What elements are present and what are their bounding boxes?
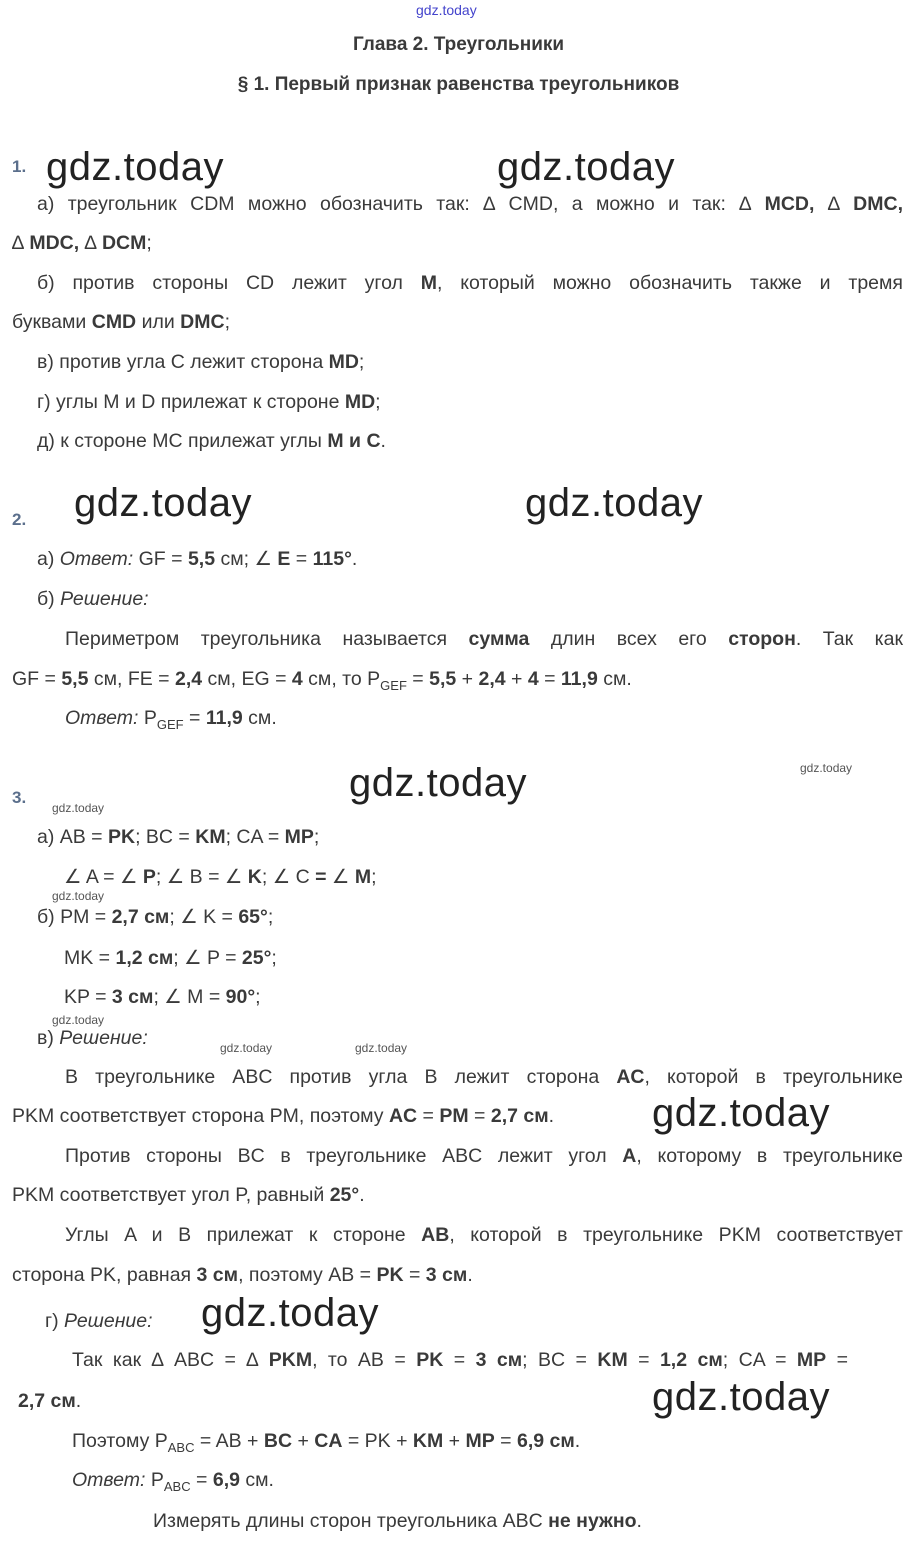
watermark-small: gdz.today <box>355 1041 408 1055</box>
task3-line-d: г) Решение: <box>45 1310 153 1332</box>
task1-line-b: б) против стороны CD лежит угол M, который можно обозначить также и тремя <box>37 272 903 294</box>
watermark: gdz.today <box>652 1375 830 1419</box>
watermark-small: gdz.today <box>52 801 105 815</box>
watermark-small: gdz.today <box>52 889 105 903</box>
task1-line-b2: буквами CMD или DMC; <box>12 311 230 333</box>
task3-c-line2: PKM соответствует сторона PM, поэтому AC = PM = 2,7 см. <box>12 1105 555 1127</box>
task3-c-line4: PKM соответствует угол P, равный 25°. <box>12 1184 365 1206</box>
watermark: gdz.today <box>349 761 527 805</box>
task3-c-line6: сторона PK, равная 3 см, поэтому AB = PK = 3 см. <box>12 1264 473 1286</box>
watermark: gdz.today <box>652 1091 830 1135</box>
watermark-small: gdz.today <box>52 1013 105 1027</box>
task3-c-line5: Углы A и B прилежат к стороне AB, которой в треугольнике PKM соответствует <box>65 1224 903 1246</box>
task3-line-b3: KP = 3 см; ∠ M = 90°; <box>64 986 261 1008</box>
task3-c-line1: В треугольнике ABC против угла B лежит сторона AC, которой в треугольнике <box>65 1066 903 1088</box>
chapter-title: Глава 2. Треугольники <box>352 34 565 55</box>
task1-line-d: г) углы M и D прилежат к стороне MD; <box>37 391 381 413</box>
watermark: gdz.today <box>201 1291 379 1335</box>
task3-final-note: Измерять длины сторон треугольника ABC не нужно. <box>153 1510 642 1532</box>
task2-line-b: б) Решение: <box>37 588 149 610</box>
task3-line-c: в) Решение: <box>37 1027 148 1049</box>
section-title: § 1. Первый признак равенства треугольников <box>237 74 680 95</box>
task3-c-line3: Против стороны BC в треугольнике ABC лежит угол A, которому в треугольнике <box>65 1145 903 1167</box>
task3-d-line1: Так как ∆ ABC = ∆ PKM, то AB = PK = 3 см; BC = KM = 1,2 см; CA = MP = <box>72 1349 848 1371</box>
task2-answer: Ответ: $P_{GEF} = 11,9$ см. <box>65 707 277 732</box>
task3-line-a1: а) AB = PK; BC = KM; CA = MP; <box>37 826 320 848</box>
task-number: 3. <box>12 788 27 807</box>
task3-d-line3: Поэтому $P_{ABC}$ = AB + BC + CA = PK + KM + MP = 6,9 см. <box>72 1430 581 1455</box>
task-number: 1. <box>12 157 27 176</box>
task2-para2: GF = 5,5 см, FE = 2,4 см, EG = 4 см, то $P_{GEF} = 5,5 + 2,4 + 4 = 11,9$ см. <box>12 668 632 693</box>
task3-line-b1: б) PM = 2,7 см; ∠ K = 65°; <box>37 906 274 928</box>
task-number: 2. <box>12 510 27 529</box>
watermark-small: gdz.today <box>800 761 853 775</box>
watermark: gdz.today <box>74 481 252 525</box>
task3-line-b2: MK = 1,2 см; ∠ P = 25°; <box>64 947 277 969</box>
watermark: gdz.today <box>46 145 224 189</box>
watermark: gdz.today <box>525 481 703 525</box>
task1-line-c: в) против угла C лежит сторона MD; <box>37 351 365 373</box>
task3-answer: Ответ: $P_{ABC} = 6,9$ см. <box>72 1469 274 1494</box>
task3-d-line2: 2,7 см. <box>18 1390 82 1412</box>
task2-para1: Периметром треугольника называется сумма длин всех его сторон. Так как <box>65 628 903 650</box>
watermark: gdz.today <box>497 145 675 189</box>
task1-line-a: а) треугольник CDM можно обозначить так: ∆ CMD, а можно и так: ∆ MCD, ∆ DMC, <box>37 193 903 215</box>
watermark-small: gdz.today <box>220 1041 273 1055</box>
watermark-top[interactable]: gdz.today <box>416 2 477 18</box>
task1-line-e: д) к стороне MC прилежат углы M и C. <box>37 430 386 452</box>
task1-line-a2: ∆ MDC, ∆ DCM; <box>12 232 152 254</box>
task3-line-a2: ∠ A = ∠ P; ∠ B = ∠ K; ∠ C = ∠ M; <box>64 866 377 888</box>
task2-line-a: а) Ответ: GF = 5,5 см; ∠ E = 115°. <box>37 548 358 570</box>
